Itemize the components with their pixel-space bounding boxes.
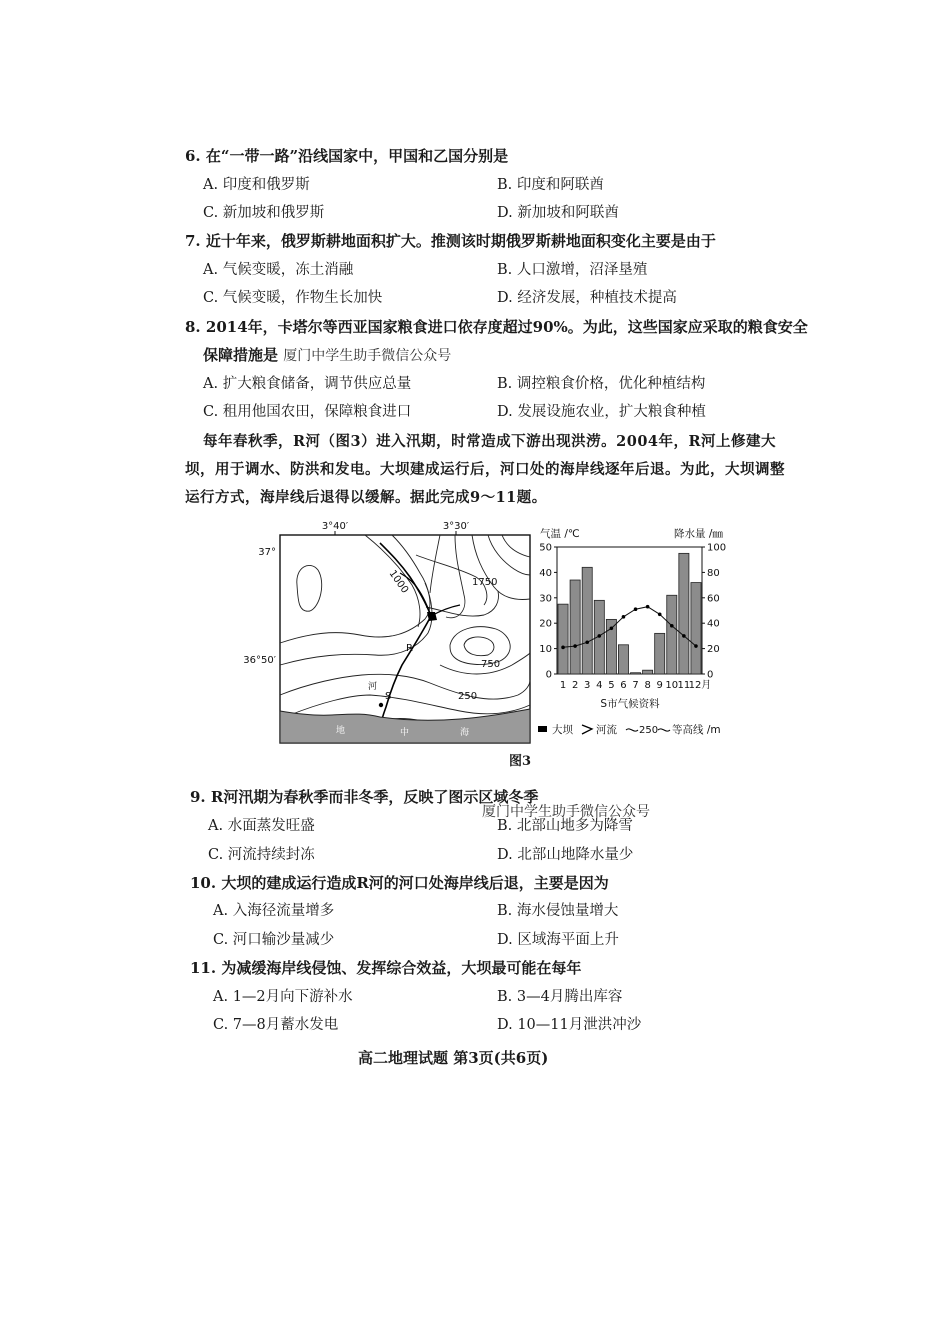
temp-point-5 [610, 626, 614, 630]
q8-stem-line2 [203, 345, 451, 366]
watermark-text-2: 厦门中学生助手微信公众号 [482, 804, 650, 820]
xtick-label-6: 6 [620, 680, 627, 691]
ytick-left-label: 30 [539, 593, 552, 605]
legend-contour-value: 250 [639, 725, 659, 736]
legend-contour-label: 等高线 /m [672, 724, 721, 736]
chart-title: S市气候资料 [600, 698, 660, 710]
precip-bar-3 [582, 567, 592, 674]
precip-bar-1 [558, 604, 568, 674]
ytick-left-label: 0 [545, 669, 552, 681]
temp-point-4 [597, 634, 601, 638]
temp-point-10 [670, 624, 674, 628]
q6-option-c[interactable]: C. 新加坡和俄罗斯 [203, 205, 325, 221]
precip-bar-11 [679, 553, 689, 674]
q6-option-d[interactable]: D. 新加坡和阿联酋 [497, 205, 619, 221]
temp-point-11 [682, 634, 686, 638]
legend-contour-swatch-left [626, 729, 638, 731]
q11-option-d[interactable]: D. 10—11月泄洪冲沙 [497, 1017, 642, 1033]
q10-option-a[interactable]: A. 入海径流量增多 [213, 903, 335, 919]
q10-option-c[interactable]: C. 河口输沙量减少 [213, 932, 335, 948]
precip-bar-10 [667, 595, 677, 674]
contour-label-250: 250 [458, 691, 478, 702]
watermark-text: 厦门中学生助手微信公众号 [283, 348, 452, 364]
q9-stem: 9. R河汛期为春秋季而非冬季，反映了图示区域冬季 [190, 788, 539, 806]
xtick-label-2: 2 [571, 680, 579, 691]
passage-line1: 每年春秋季，R河（图3）进入汛期，时常造成下游出现洪涝。2004年，R河上修建大 [203, 433, 777, 450]
terrain-map [243, 521, 530, 743]
xtick-label-5: 5 [608, 680, 615, 691]
passage-line3: 运行方式，海岸线后退得以缓解。据此完成9～11题。 [185, 489, 547, 506]
ytick-right-label: 60 [707, 593, 720, 605]
legend-river-label: 河流 [596, 724, 617, 736]
chart-ylabel-right: 降水量 /㎜ [674, 528, 723, 540]
figure-3 [243, 515, 750, 755]
q8-option-b[interactable]: B. 调控粮食价格，优化种植结构 [497, 376, 706, 392]
legend-river-swatch [582, 725, 592, 734]
xtick-label-12: 12月 [688, 680, 712, 691]
q8-stem-line1: 8. 2014年，卡塔尔等西亚国家粮食进口依存度超过90%。为此，这些国家应采取的粮食安全 [185, 318, 808, 336]
q11-option-c[interactable]: C. 7—8月蓄水发电 [213, 1017, 339, 1033]
contour-label-1750: 1750 [472, 577, 498, 588]
xtick-label-9: 9 [656, 680, 663, 691]
sea-label-2: 中 [400, 728, 410, 738]
temp-point-2 [573, 644, 577, 648]
ytick-left-label: 10 [539, 644, 552, 656]
ytick-left-label: 40 [539, 567, 552, 579]
q9-option-a[interactable]: A. 水面蒸发旺盛 [208, 818, 315, 834]
precip-bar-9 [655, 633, 665, 674]
q10-option-d[interactable]: D. 区域海平面上升 [497, 932, 619, 948]
ytick-right-label: 20 [707, 644, 720, 656]
city-s-dot [379, 703, 383, 707]
q8-option-a[interactable]: A. 扩大粮食储备，调节供应总量 [203, 376, 412, 392]
page-footer: 高二地理试题 第3页(共6页) [358, 1049, 549, 1067]
q11-stem: 11. 为减缓海岸线侵蚀、发挥综合效益，大坝最可能在每年 [190, 959, 582, 977]
contour-label-750: 750 [481, 659, 501, 670]
ytick-right-label: 0 [707, 669, 714, 681]
q9-option-c[interactable]: C. 河流持续封冻 [208, 847, 315, 863]
lat-label-1: 37° [258, 547, 276, 558]
temp-point-7 [634, 607, 638, 611]
q8-stem-text: 保障措施是 [203, 346, 279, 364]
ytick-right-label: 100 [707, 542, 727, 554]
xtick-label-4: 4 [596, 680, 603, 691]
temp-point-1 [561, 646, 565, 650]
precip-bar-12 [691, 583, 701, 674]
q7-option-b[interactable]: B. 人口激增，沼泽垦殖 [497, 262, 648, 278]
temp-point-8 [646, 605, 650, 609]
q10-stem: 10. 大坝的建成运行造成R河的河口处海岸线后退，主要是因为 [190, 874, 609, 892]
chart-ylabel-left: 气温 /℃ [540, 528, 580, 540]
xtick-label-8: 8 [644, 680, 651, 691]
sea-label-1: 地 [336, 726, 346, 736]
q11-option-a[interactable]: A. 1—2月向下游补水 [213, 989, 353, 1005]
lon-label-1: 3°40′ [321, 521, 349, 532]
ytick-right-label: 40 [707, 618, 720, 630]
q7-option-c[interactable]: C. 气候变暖，作物生长加快 [203, 290, 383, 306]
q7-option-a[interactable]: A. 气候变暖，冻土消融 [203, 262, 354, 278]
lat-label-2: 36°50′ [243, 655, 276, 666]
precip-bar-8 [643, 670, 653, 674]
xtick-label-1: 1 [559, 680, 567, 691]
q8-option-c[interactable]: C. 租用他国农田，保障粮食进口 [203, 404, 412, 420]
q9-option-b[interactable]: B. 北部山地多为降雪 [497, 818, 633, 834]
q6-option-a[interactable]: A. 印度和俄罗斯 [203, 177, 310, 193]
map-frame [280, 535, 530, 743]
sea-label-3: 海 [460, 728, 470, 738]
contour-label-1000: 1000 [386, 568, 411, 596]
q9-option-d[interactable]: D. 北部山地降水量少 [497, 847, 634, 863]
river-label-r: R [406, 643, 413, 654]
climate-chart [539, 527, 726, 710]
temp-point-9 [658, 613, 662, 617]
q6-option-b[interactable]: B. 印度和阿联酋 [497, 177, 604, 193]
ytick-left-label: 20 [539, 618, 552, 630]
city-label-s: S [385, 691, 392, 702]
precip-bar-6 [618, 645, 628, 674]
xtick-label-11: 11 [677, 680, 691, 691]
xtick-label-3: 3 [584, 680, 591, 691]
temp-point-6 [622, 615, 626, 619]
q8-option-d[interactable]: D. 发展设施农业，扩大粮食种植 [497, 404, 706, 420]
legend [538, 723, 721, 736]
temp-point-3 [585, 640, 589, 644]
q11-option-b[interactable]: B. 3—4月腾出库容 [497, 989, 623, 1005]
precip-bar-7 [631, 673, 641, 674]
passage-line2: 坝，用于调水、防洪和发电。大坝建成运行后，河口处的海岸线逐年后退。为此，大坝调整 [185, 461, 785, 478]
precip-bar-2 [570, 580, 580, 674]
q6-stem: 6. 在“一带一路”沿线国家中，甲国和乙国分别是 [185, 147, 509, 165]
figure-caption: 图3 [509, 754, 532, 769]
xtick-label-7: 7 [632, 680, 639, 691]
ytick-right-label: 80 [707, 567, 720, 579]
legend-contour-swatch-right [658, 729, 670, 731]
lon-label-2: 3°30′ [442, 521, 470, 532]
river-label-char: 河 [368, 682, 378, 692]
legend-dam-swatch [538, 726, 547, 732]
ytick-left-label: 50 [539, 542, 552, 554]
q7-stem: 7. 近十年来，俄罗斯耕地面积扩大。推测该时期俄罗斯耕地面积变化主要是由于 [185, 232, 716, 250]
q10-option-b[interactable]: B. 海水侵蚀量增大 [497, 903, 619, 919]
q7-option-d[interactable]: D. 经济发展，种植技术提高 [497, 290, 677, 306]
legend-dam-label: 大坝 [552, 724, 573, 736]
xtick-label-10: 10 [665, 680, 679, 691]
temp-point-12 [694, 644, 698, 648]
